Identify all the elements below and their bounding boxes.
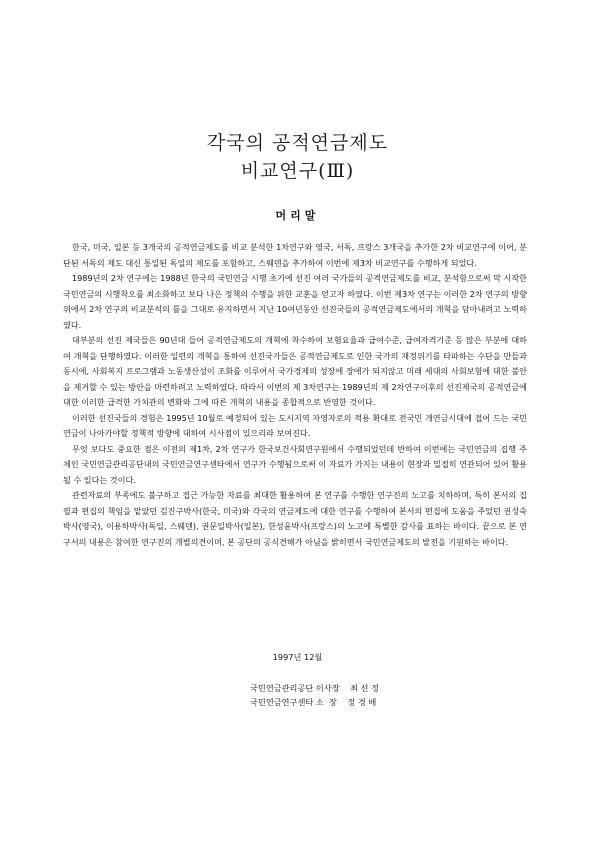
section-heading: 머리말 — [275, 209, 320, 222]
paragraph: 무엇 보다도 중요한 점은 이전의 제1차, 2차 연구가 한국보건사회연구원에서 수행되었던데 반하여 이번에는 국민연금의 집행 주체인 국민연금관리공단내의 국민연금연구센타에서 연구가 수행됨으로써 이 자료가 가지는 내용이 현장과 밀접히 연관되어 있어 활용될 수 있다는 것이다. — [63, 443, 527, 485]
paragraph: 관련자료의 부족에도 불구하고 접근 가능한 자료를 최대한 활용하여 본 연구를 수행한 연구진의 노고를 치하하며, 특히 본서의 집필과 편집의 책임을 맡았던 김진구박사(한국, 미국)와 각국의 연금제도에 대한 연구를 수행하여 본서의 편집에 도움을 주었던 권성숙박사(영국), 이용하박사(독일, 스웨덴), 권문일박사(일본), 한성윤박사(프랑스)의 노고에 특별한 감사를 표하는 바이다. 끝으로 본 연구서의 내용은 참여한 연구진의 개별의견이며, 본 공단의 공식견해가 아님을 밝히면서 국민연금제도의 발전을 기원하는 바이다. — [63, 490, 527, 547]
paragraph: 한국, 미국, 일본 등 3개국의 공적연금제도를 비교 분석한 1차연구와 영국, 서독, 프랑스 3개국을 추가한 2차 비교연구에 이어, 분단된 서독의 제도 대신 통일된 독일의 제도를 포함하고, 스웨덴을 추가하여 이번에 제3차 비교연구를 수행하게 되었다. — [63, 242, 527, 268]
paragraph: 이러한 선진국들의 경험은 1995년 10월로 예정되어 있는 도시지역 자영자로의 적용 확대로 전국민 개연금시대에 접어 드는 국민연금이 나아가야할 정책적 방향에 대하여 시사점이 있으리라 보여진다. — [63, 412, 527, 438]
paragraph: 대부분의 선진 제국들은 90년대 들어 공적연금제도의 개혁에 착수하여 보험요율과 급여수준, 급여자격기준 등 많은 부분에 대하여 개혁을 단행하였다. 이러한 일련의 개혁을 통하여 선진국가들은 공적연금제도로 인한 국가의 재정위기를 타파하는 수단을 만들과 동시에, 사회복지 프로그램과 노동생산성이 조화를 이루어서 국가경제의 성장에 장애가 되지않고 미래 세대의 사회보험에 대한 불안을 제거할 수 있는 방안을 마련하려고 노력하였다. 따라서 이번의 제 3차연구는 1989년의 제 2차연구이후의 선진제국의 공적연금에 대한 이러한 급격한 가치관의 변화와 그에 따른 개혁의 내용을 종합적으로 반영한 것이다. — [63, 335, 527, 407]
signature-line: 국민연금관리공단 이사장 최 선 정 — [250, 683, 379, 693]
paragraph: 1989년의 2차 연구에는 1988년 한국의 국민연금 시행 초기에 선진 여러 국가들의 공적연금제도를 비교, 분석함으로써 막 시작한 국민연금의 시행착오를 최소화하고 보다 나은 정책의 수행을 위한 교훈을 얻고자 하였다. 이번 제3차 연구는 이러한 2차 연구의 방향위에서 2차 연구의 비교분석의 틀을 그대로 유지하면서 지난 10여년동안 선진국들의 공적연금제도에서의 개혁을 담아내려고 노력하였다. — [63, 273, 527, 330]
document-title: 각국의 공적연금제도 — [206, 132, 389, 154]
document-subtitle: 비교연구(Ⅲ) — [240, 160, 355, 182]
preface-body — [63, 240, 527, 550]
document-date: 1997년 12월 — [272, 652, 323, 662]
signature-line: 국민연금연구센타 소 장 정 경 배 — [250, 697, 377, 707]
